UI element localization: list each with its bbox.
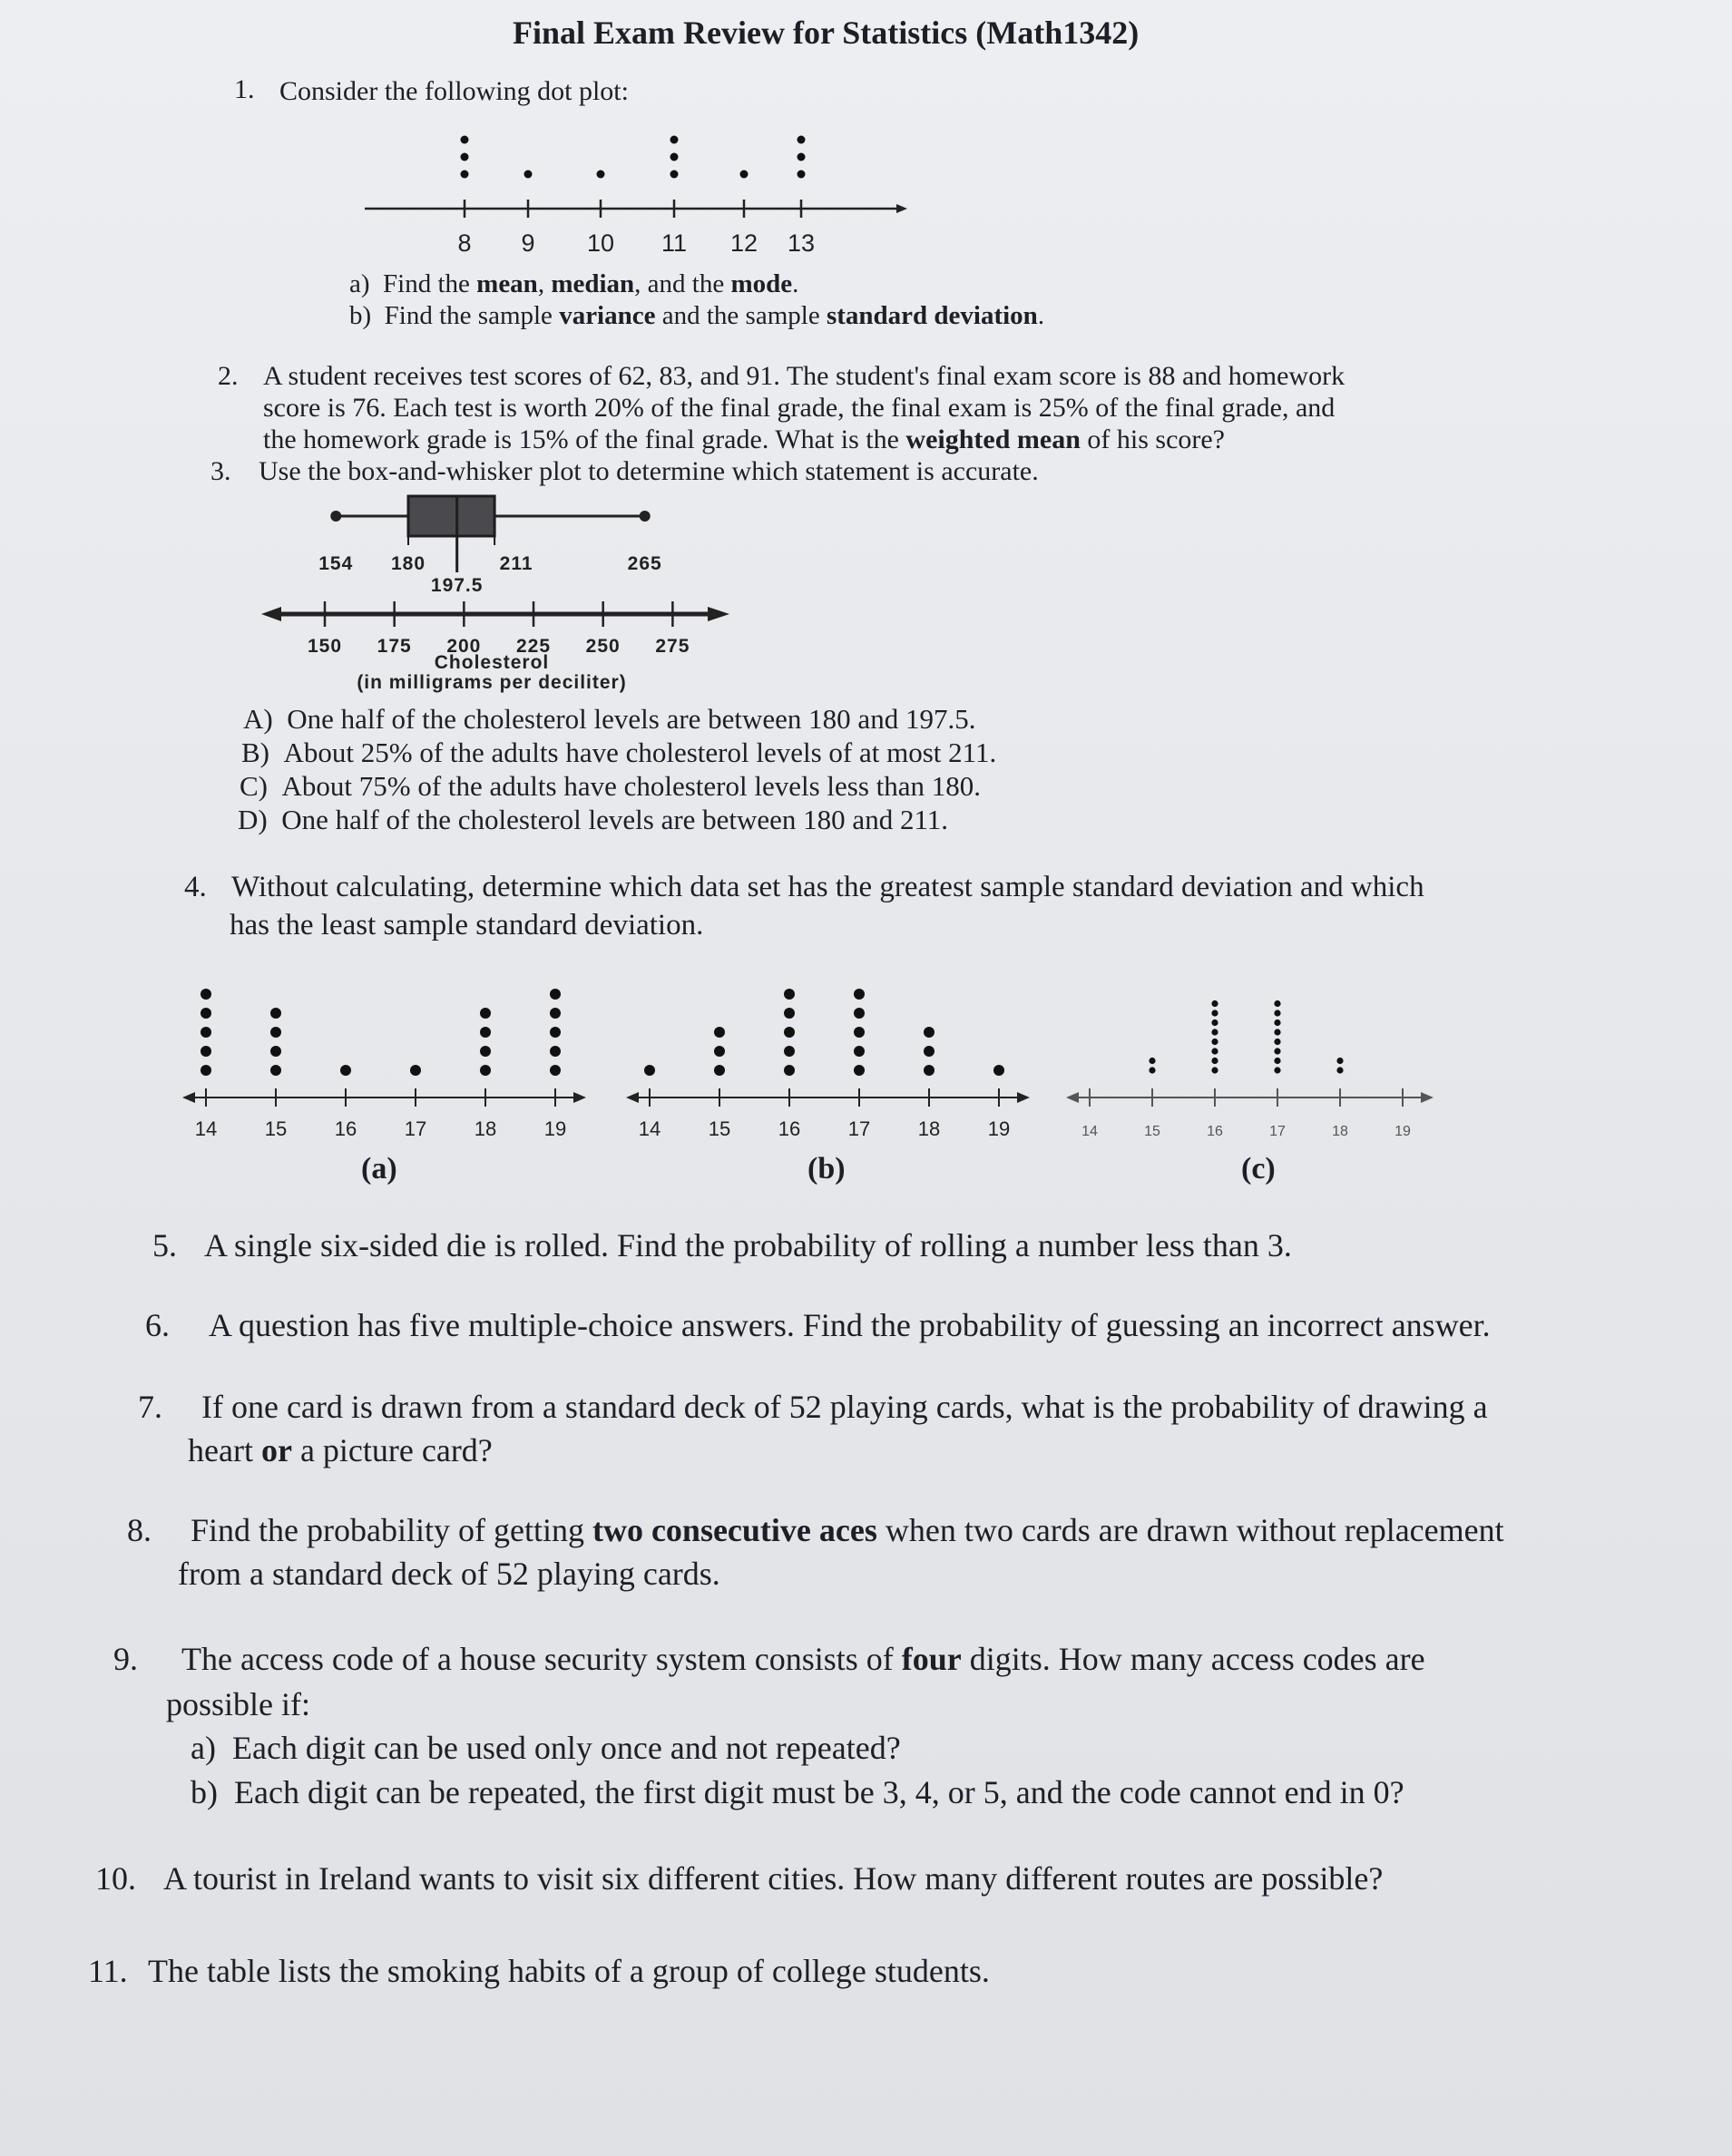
q4b-dot-17-4 — [854, 1008, 865, 1019]
q3-box-plot — [254, 485, 1098, 703]
q6-text: A question has five multiple-choice answers. Find the probability of guessing an incorrect answer. — [209, 1307, 1491, 1343]
q4-dot-plot-b — [617, 961, 1034, 1143]
q4c-dot-15-2 — [1149, 1058, 1155, 1064]
q9a — [191, 1729, 901, 1767]
q3-tick-label-275: 275 — [655, 636, 690, 657]
q3-option-c-label: C) — [240, 770, 268, 802]
q7-number: 7. — [138, 1389, 162, 1425]
q3-value-label-min: 154 — [318, 553, 354, 574]
q4a-dot-14-5 — [201, 989, 211, 1000]
q4b-dot-17-2 — [854, 1046, 865, 1057]
q4b-dot-15-1 — [714, 1065, 725, 1076]
q4c-dot-17-3 — [1274, 1048, 1280, 1054]
q3-option-c-text: About 75% of the adults have cholesterol levels less than 180. — [281, 770, 982, 802]
q4-number: 4. — [184, 871, 207, 903]
q4a-dot-16-1 — [340, 1065, 351, 1076]
q3-option-d[interactable] — [238, 804, 948, 836]
q9-four: four — [901, 1641, 962, 1677]
q4a-dot-18-4 — [480, 1008, 491, 1019]
q3-min-point — [330, 511, 341, 522]
q1-tick-label-8: 8 — [457, 229, 472, 257]
q4a-dot-15-3 — [270, 1027, 281, 1038]
q2-line3-end: of his score? — [1080, 424, 1226, 454]
q4c-dot-16-4 — [1211, 1039, 1218, 1045]
q8-line1-end: when two cards are drawn without replacement — [876, 1512, 1504, 1548]
q4c-dot-16-7 — [1211, 1010, 1218, 1016]
q4c-dot-16-3 — [1211, 1048, 1218, 1054]
q10-number: 10. — [95, 1860, 136, 1897]
q4-line2: has the least sample standard deviation. — [230, 909, 704, 941]
q9-line1-text: The access code of a house security system consists of — [181, 1641, 902, 1677]
q1b-variance: variance — [559, 301, 656, 330]
q5-number: 5. — [152, 1227, 177, 1263]
q4b-dot-16-2 — [784, 1046, 795, 1057]
q1a-sep2: , and the — [634, 269, 731, 298]
q1-dot-11-3 — [670, 136, 679, 144]
q4-label-c: (c) — [1241, 1152, 1276, 1185]
q1a-mode: mode — [730, 269, 793, 298]
q4c-tick-label-17: 17 — [1269, 1124, 1286, 1139]
q4b-tick-label-15: 15 — [708, 1117, 731, 1140]
q4a-dot-15-4 — [270, 1008, 281, 1019]
q1-dot-8-3 — [461, 136, 469, 144]
q3-option-b-label: B) — [241, 737, 269, 768]
q4c-dot-17-1 — [1274, 1067, 1280, 1073]
q4c-dot-18-1 — [1336, 1067, 1343, 1073]
q4-dot-plot-c — [1057, 961, 1438, 1143]
q4a-axis-arrow-right — [573, 1092, 586, 1103]
q4a-axis-arrow-left — [182, 1092, 195, 1103]
q4c-dot-16-1 — [1211, 1067, 1218, 1073]
q4a-tick-label-15: 15 — [264, 1117, 288, 1140]
q4c-dot-18-2 — [1336, 1058, 1343, 1064]
q9-number: 9. — [113, 1641, 138, 1677]
q4-label-a: (a) — [361, 1152, 397, 1185]
q4b-dot-16-5 — [784, 989, 795, 1000]
q1a-median: median — [551, 269, 635, 298]
q3-number: 3. — [210, 456, 231, 486]
q1-dot-13-2 — [798, 153, 806, 161]
q7-line2-text: heart — [188, 1432, 261, 1468]
q4c-dot-15-1 — [1149, 1067, 1155, 1073]
q1-dot-11-2 — [670, 153, 679, 161]
q9-line1 — [181, 1640, 1425, 1678]
q4c-tick-label-15: 15 — [1144, 1124, 1160, 1139]
q4-line1: Without calculating, determine which data set has the greatest sample standard deviation and which — [231, 871, 1424, 903]
q4b-tick-label-14: 14 — [638, 1117, 661, 1140]
q1-text: Consider the following dot plot: — [279, 76, 629, 106]
q1-dot-plot — [354, 109, 907, 259]
q4a-dot-14-3 — [201, 1027, 211, 1038]
q10-text: A tourist in Ireland wants to visit six different cities. How many different routes are possible? — [163, 1860, 1384, 1897]
q4a-dot-19-1 — [550, 1065, 561, 1076]
q3-value-label-q3: 211 — [499, 553, 533, 574]
q4b-dot-18-3 — [924, 1027, 934, 1038]
q8-line1-text: Find the probability of getting — [191, 1512, 592, 1548]
q4a-dot-14-1 — [201, 1065, 211, 1076]
q1-dot-10-1 — [597, 171, 605, 179]
q4a-dot-15-2 — [270, 1046, 281, 1057]
q9a-label: a) — [191, 1730, 216, 1766]
q4b-dot-16-4 — [784, 1008, 795, 1019]
q7-line2 — [188, 1431, 493, 1469]
q11-text: The table lists the smoking habits of a group of college students. — [148, 1953, 990, 1989]
q3-tick-label-175: 175 — [377, 636, 412, 657]
q1b-end: . — [1037, 301, 1045, 330]
q4a-tick-label-16: 16 — [334, 1117, 357, 1140]
q4b-dot-14-1 — [644, 1065, 655, 1076]
q4b-dot-17-5 — [854, 989, 865, 1000]
q1-number: 1. — [234, 74, 255, 104]
q4c-axis-arrow-left — [1066, 1092, 1079, 1103]
q7-line2-end: a picture card? — [291, 1432, 493, 1468]
q4c-dot-16-2 — [1211, 1058, 1218, 1064]
page-title: Final Exam Review for Statistics (Math1342) — [513, 15, 1140, 51]
q4b-dot-15-3 — [714, 1027, 725, 1038]
q4a-tick-label-14: 14 — [194, 1117, 218, 1140]
q3-box — [408, 496, 494, 536]
q1-dot-13-1 — [798, 171, 806, 179]
q3-option-a[interactable] — [243, 703, 975, 736]
q3-value-label-max: 265 — [627, 553, 662, 574]
q4b-tick-label-16: 16 — [778, 1117, 801, 1140]
q4b-axis-arrow-right — [1017, 1092, 1030, 1103]
q7-or: or — [260, 1432, 292, 1468]
q8-line2: from a standard deck of 52 playing cards. — [178, 1556, 720, 1592]
q4c-dot-16-8 — [1211, 1000, 1218, 1007]
q2-number: 2. — [218, 361, 239, 391]
q4c-tick-label-18: 18 — [1332, 1124, 1348, 1139]
q3-value-label-median: 197.5 — [430, 575, 484, 596]
q1b-sd: standard deviation — [826, 301, 1038, 330]
q1-dot-8-1 — [461, 171, 469, 179]
q4a-dot-15-1 — [270, 1065, 281, 1076]
q1b-text: Find the sample — [384, 301, 560, 330]
q4c-dot-16-5 — [1211, 1029, 1218, 1035]
q9b — [191, 1773, 1404, 1811]
q3-axis-title: Cholesterol — [434, 652, 550, 673]
q4c-tick-label-19: 19 — [1394, 1124, 1411, 1139]
q8-number: 8. — [127, 1512, 152, 1548]
q1b — [349, 301, 1044, 331]
q4c-dot-17-8 — [1274, 1000, 1280, 1007]
q3-axis-subtitle: (in milligrams per deciliter) — [357, 672, 627, 693]
q4b-tick-label-17: 17 — [847, 1117, 871, 1140]
q3-tick-label-250: 250 — [585, 636, 621, 657]
q2-line3-text: the homework grade is 15% of the final grade. What is the — [263, 424, 906, 454]
q4b-dot-16-1 — [784, 1065, 795, 1076]
q1-dot-13-3 — [798, 136, 806, 144]
q4-label-b: (b) — [807, 1152, 846, 1185]
q11-number: 11. — [88, 1953, 128, 1989]
q4a-dot-19-5 — [550, 989, 561, 1000]
q3-option-a-text: One half of the cholesterol levels are between 180 and 197.5. — [287, 703, 976, 735]
q2-line3 — [263, 424, 1225, 455]
q4a-tick-label-17: 17 — [404, 1117, 427, 1140]
q4c-dot-17-2 — [1274, 1058, 1280, 1064]
q3-option-c[interactable] — [240, 770, 981, 803]
q1-axis-arrow — [896, 204, 907, 213]
q4a-dot-17-1 — [410, 1065, 421, 1076]
q4b-dot-15-2 — [714, 1046, 725, 1057]
q4a-dot-18-3 — [480, 1027, 491, 1038]
q2-line1: A student receives test scores of 62, 83, and 91. The student's final exam score is 88 and homework — [263, 361, 1345, 391]
q3-option-a-label: A) — [243, 703, 273, 735]
q3-tick-label-225: 225 — [516, 636, 552, 657]
q2-line2: score is 76. Each test is worth 20% of the final grade, the final exam is 25% of the final grade, and — [263, 393, 1336, 423]
q1b-sep: and the sample — [655, 301, 827, 330]
q1b-label: b) — [349, 301, 372, 330]
q4a-dot-19-3 — [550, 1027, 561, 1038]
q9-line1-end: digits. How many access codes are — [961, 1641, 1425, 1677]
q1-dot-9-1 — [524, 171, 533, 179]
q1-tick-label-9: 9 — [521, 229, 535, 257]
q6-number: 6. — [145, 1307, 170, 1343]
q9b-label: b) — [191, 1774, 218, 1810]
q4a-tick-label-18: 18 — [474, 1117, 497, 1140]
q4b-dot-18-2 — [924, 1046, 934, 1057]
q4c-dot-17-7 — [1274, 1010, 1280, 1016]
q4b-tick-label-18: 18 — [917, 1117, 941, 1140]
q3-option-d-label: D) — [238, 804, 268, 835]
q5-text: A single six-sided die is rolled. Find the probability of rolling a number less than 3. — [204, 1227, 1292, 1263]
q7-line1: If one card is drawn from a standard deck of 52 playing cards, what is the probability of drawing a — [201, 1389, 1488, 1425]
q4b-dot-17-1 — [854, 1065, 865, 1076]
q4c-dot-17-4 — [1274, 1039, 1280, 1045]
q4a-dot-18-1 — [480, 1065, 491, 1076]
q4a-dot-18-2 — [480, 1046, 491, 1057]
q1-dot-12-1 — [740, 171, 749, 179]
q3-value-label-q1: 180 — [390, 553, 426, 574]
q1-dot-11-1 — [670, 171, 679, 179]
q1a-text: Find the — [383, 269, 477, 298]
q1a-end: . — [792, 269, 799, 298]
q4b-dot-18-1 — [924, 1065, 934, 1076]
q9-line2: possible if: — [166, 1686, 310, 1722]
q4-dot-plot-a — [177, 961, 603, 1143]
q4b-dot-19-1 — [993, 1065, 1004, 1076]
q4c-axis-arrow-right — [1421, 1092, 1434, 1103]
q2-weighted-mean: weighted mean — [905, 424, 1081, 454]
q1-tick-label-12: 12 — [729, 229, 758, 257]
q3-axis-arrow-right — [708, 607, 729, 621]
q4c-dot-17-6 — [1274, 1019, 1280, 1026]
q4b-tick-label-19: 19 — [987, 1117, 1011, 1140]
q3-tick-label-150: 150 — [307, 636, 343, 657]
q4b-dot-16-3 — [784, 1027, 795, 1038]
q4c-dot-17-5 — [1274, 1029, 1280, 1035]
q4c-dot-16-6 — [1211, 1019, 1218, 1026]
q4a-dot-14-2 — [201, 1046, 211, 1057]
q4b-dot-17-3 — [854, 1027, 865, 1038]
q4b-axis-arrow-left — [626, 1092, 639, 1103]
q4a-dot-19-4 — [550, 1008, 561, 1019]
q3-option-b[interactable] — [241, 737, 996, 769]
q3-option-d-text: One half of the cholesterol levels are between 180 and 211. — [281, 804, 949, 835]
q1-tick-label-10: 10 — [586, 229, 615, 257]
q4c-tick-label-14: 14 — [1081, 1124, 1098, 1139]
q3-text: Use the box-and-whisker plot to determine which statement is accurate. — [259, 456, 1039, 486]
q1-tick-label-11: 11 — [661, 229, 688, 257]
q8-line1 — [191, 1511, 1504, 1549]
q1a-sep1: , — [537, 269, 552, 298]
q1a-mean: mean — [476, 269, 538, 298]
q4c-tick-label-16: 16 — [1207, 1124, 1223, 1139]
q4a-dot-19-2 — [550, 1046, 561, 1057]
q4a-dot-14-4 — [201, 1008, 211, 1019]
q8-two-consecutive-aces: two consecutive aces — [592, 1512, 877, 1548]
q1a-label: a) — [349, 269, 370, 298]
q9b-text: Each digit can be repeated, the first digit must be 3, 4, or 5, and the code cannot end in 0? — [234, 1774, 1404, 1810]
q9a-text: Each digit can be used only once and not repeated? — [231, 1730, 901, 1766]
q4a-tick-label-19: 19 — [543, 1117, 567, 1140]
q3-axis-arrow-left — [261, 607, 281, 621]
q1-dot-8-2 — [461, 153, 469, 161]
q3-max-point — [640, 511, 651, 522]
q1a — [349, 269, 798, 299]
q3-option-b-text: About 25% of the adults have cholesterol levels of at most 211. — [283, 737, 997, 768]
q3-tick-label-200: 200 — [446, 636, 482, 657]
q1-tick-label-13: 13 — [787, 229, 816, 257]
